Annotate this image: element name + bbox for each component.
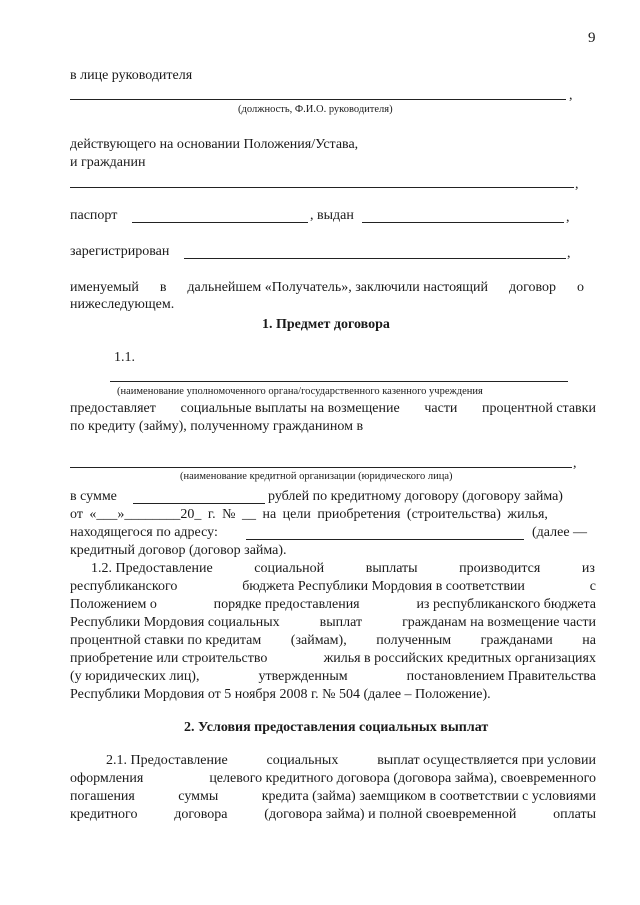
clause-2-1-line: кредитного договора (договора займа) и полной своевременной оплаты (70, 807, 596, 822)
citizen-blank-line[interactable] (70, 187, 574, 188)
registered-label: зарегистрирован (70, 244, 170, 259)
clause-1-2-line: приобретение или строительство жилья в российских кредитных организациях (70, 651, 596, 666)
provides-line: предоставляет социальные выплаты на возмещение части процентной ставки (70, 401, 596, 416)
passport-comma: , (566, 210, 570, 225)
rep-comma: , (569, 88, 573, 103)
clause-1-1-number: 1.1. (114, 350, 135, 365)
section1-title: 1. Предмет договора (262, 317, 390, 332)
rep-label: в лице руководителя (70, 68, 193, 83)
date-line: от «___»________20_ г. № __ на цели приобретения (строительства) жилья, (70, 507, 548, 522)
address-label: находящегося по адресу: (70, 525, 218, 540)
clause-1-2-line: республиканского бюджета Республики Мордовия в соответствии с (70, 579, 596, 594)
clause-1-2-line: Положением о порядке предоставления из республиканского бюджета (70, 597, 596, 612)
registered-blank-line[interactable] (184, 258, 566, 259)
clause-2-1-line: погашения суммы кредита (займа) заемщиком в соответствии с условиями (70, 789, 596, 804)
credit-org-blank-line[interactable] (70, 467, 572, 468)
passport-blank-line[interactable] (132, 222, 308, 223)
sum-suffix: рублей по кредитному договору (договору займа) (268, 489, 563, 504)
clause-1-2-line: Республики Мордовия социальных выплат гражданам на возмещение части (70, 615, 596, 630)
citizen-comma: , (575, 177, 579, 192)
address-suffix: (далее — (532, 525, 588, 540)
clause-2-1-line: 2.1. Предоставление социальных выплат осуществляется при условии (106, 753, 596, 768)
clause-1-2-line: 1.2. Предоставление социальной выплаты производится из (91, 561, 595, 576)
passport-label: паспорт (70, 208, 118, 223)
recipient-line: именуемый в дальнейшем «Получатель», заключили настоящий договор о (70, 280, 584, 295)
rep-blank-line[interactable] (70, 99, 566, 100)
sum-blank-line[interactable] (133, 503, 265, 504)
credit-org-comma: , (573, 456, 577, 471)
clause-1-2-line: (у юридических лиц), утвержденным постановлением Правительства (70, 669, 596, 684)
registered-comma: , (567, 246, 571, 261)
credit-ref: кредитный договор (договор займа). (70, 543, 287, 558)
issued-blank-line[interactable] (362, 222, 564, 223)
issued-label: , выдан (310, 208, 354, 223)
clause-1-2-last-line: Республики Мордовия от 5 ноября 2008 г. № 504 (далее – Положение). (70, 687, 491, 702)
acting-basis: действующего на основании Положения/Устава, (70, 137, 359, 152)
page-number: 9 (588, 30, 596, 46)
section2-title: 2. Условия предоставления социальных выплат (184, 720, 489, 735)
authority-blank-line[interactable] (110, 381, 568, 382)
citizen-label: и гражданин (70, 155, 146, 170)
rep-caption: (должность, Ф.И.О. руководителя) (238, 104, 393, 115)
recipient-line-2: нижеследующем. (70, 297, 175, 312)
clause-2-1-line: оформления целевого кредитного договора (договора займа), своевременного (70, 771, 596, 786)
sum-label: в сумме (70, 489, 117, 504)
credit-org-caption: (наименование кредитной организации (юридического лица) (180, 471, 453, 482)
clause-1-2-line: процентной ставки по кредитам (займам), полученным гражданами на (70, 633, 596, 648)
credit-line: по кредиту (займу), полученному гражданином в (70, 419, 364, 434)
address-blank-line[interactable] (246, 539, 524, 540)
authority-caption: (наименование уполномоченного органа/государственного казенного учреждения (117, 386, 483, 397)
